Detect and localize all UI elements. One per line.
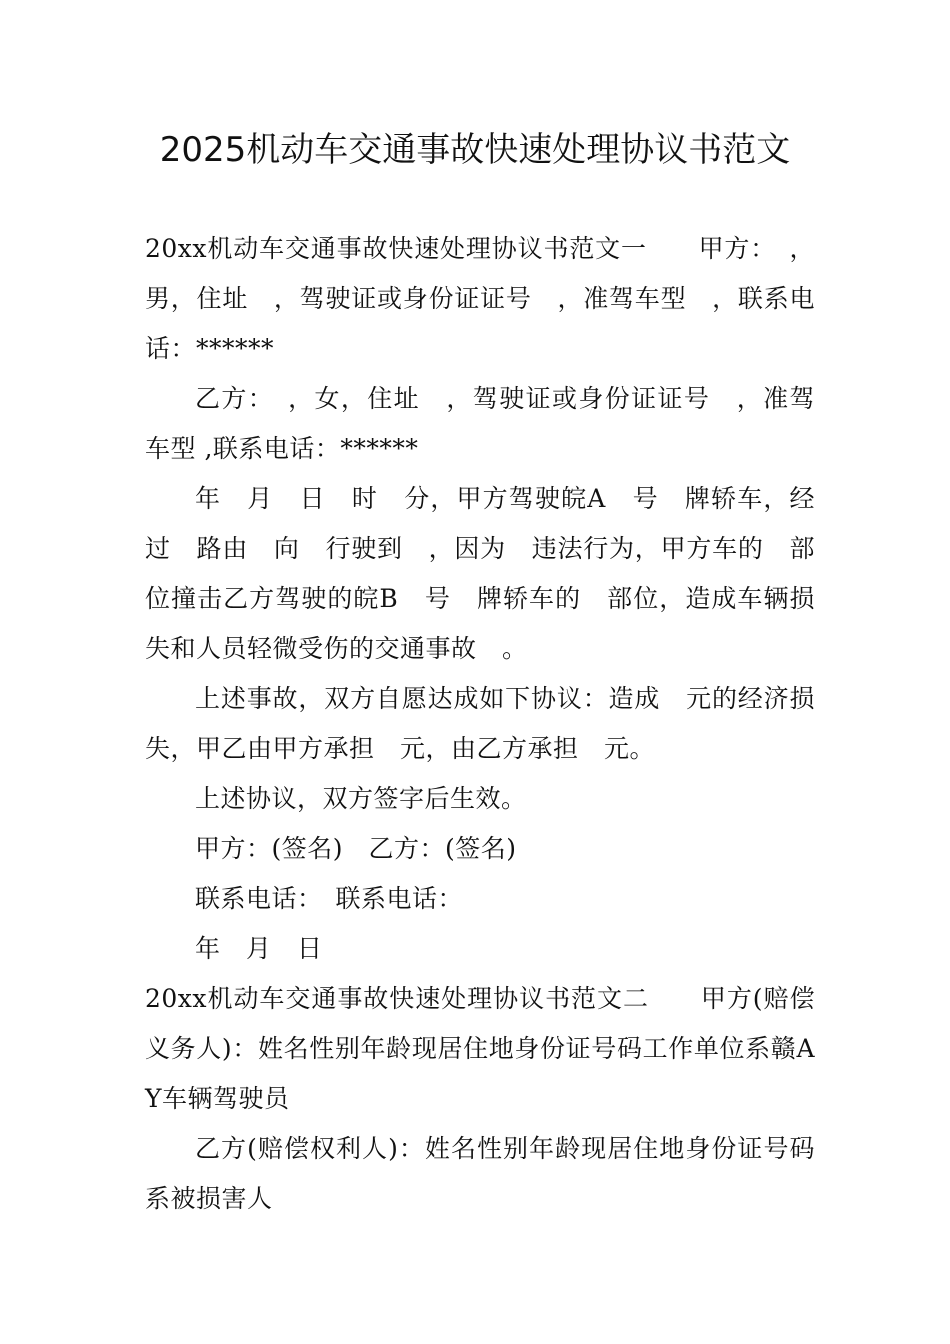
paragraph-signatures: 甲方：(签名) 乙方：(签名) xyxy=(195,834,517,863)
paragraph-party-b-1: 乙方： ，女，住址 ，驾驶证或身份证证号 ，准驾车型 ,联系电话：****** xyxy=(145,384,815,463)
paragraph-party-b-2: 乙方(赔偿权利人)：姓名性别年龄现居住地身份证号码系被损害人 xyxy=(145,1134,815,1213)
document-body xyxy=(145,224,815,1224)
paragraph-contact-phones: 联系电话： 联系电话： xyxy=(195,884,464,913)
paragraph-effective-clause: 上述协议，双方签字后生效。 xyxy=(195,784,527,813)
paragraph-agreement-terms: 上述事故，双方自愿达成如下协议：造成 元的经济损失，甲乙由甲方承担 元，由乙方承担 元。 xyxy=(145,684,815,763)
document-title: 2025机动车交通事故快速处理协议书范文 xyxy=(159,130,791,170)
paragraph-party-a-2: 20xx机动车交通事故快速处理协议书范文二 甲方(赔偿义务人)：姓名性别年龄现居住地身份证号码工作单位系赣AY车辆驾驶员 xyxy=(145,984,815,1113)
paragraph-date: 年 月 日 xyxy=(195,934,323,963)
paragraph-party-a-1: 20xx机动车交通事故快速处理协议书范文一 甲方： ，男，住址 ，驾驶证或身份证证号 ，准驾车型 ，联系电话：****** xyxy=(145,234,815,363)
paragraph-accident-description: 年 月 日 时 分，甲方驾驶皖A 号 牌轿车，经过 路由 向 行驶到 ，因为 违法行为，甲方车的 部位撞击乙方驾驶的皖B 号 牌轿车的 部位，造成车辆损失和人员轻微受伤的交通事故 。 xyxy=(145,484,815,663)
